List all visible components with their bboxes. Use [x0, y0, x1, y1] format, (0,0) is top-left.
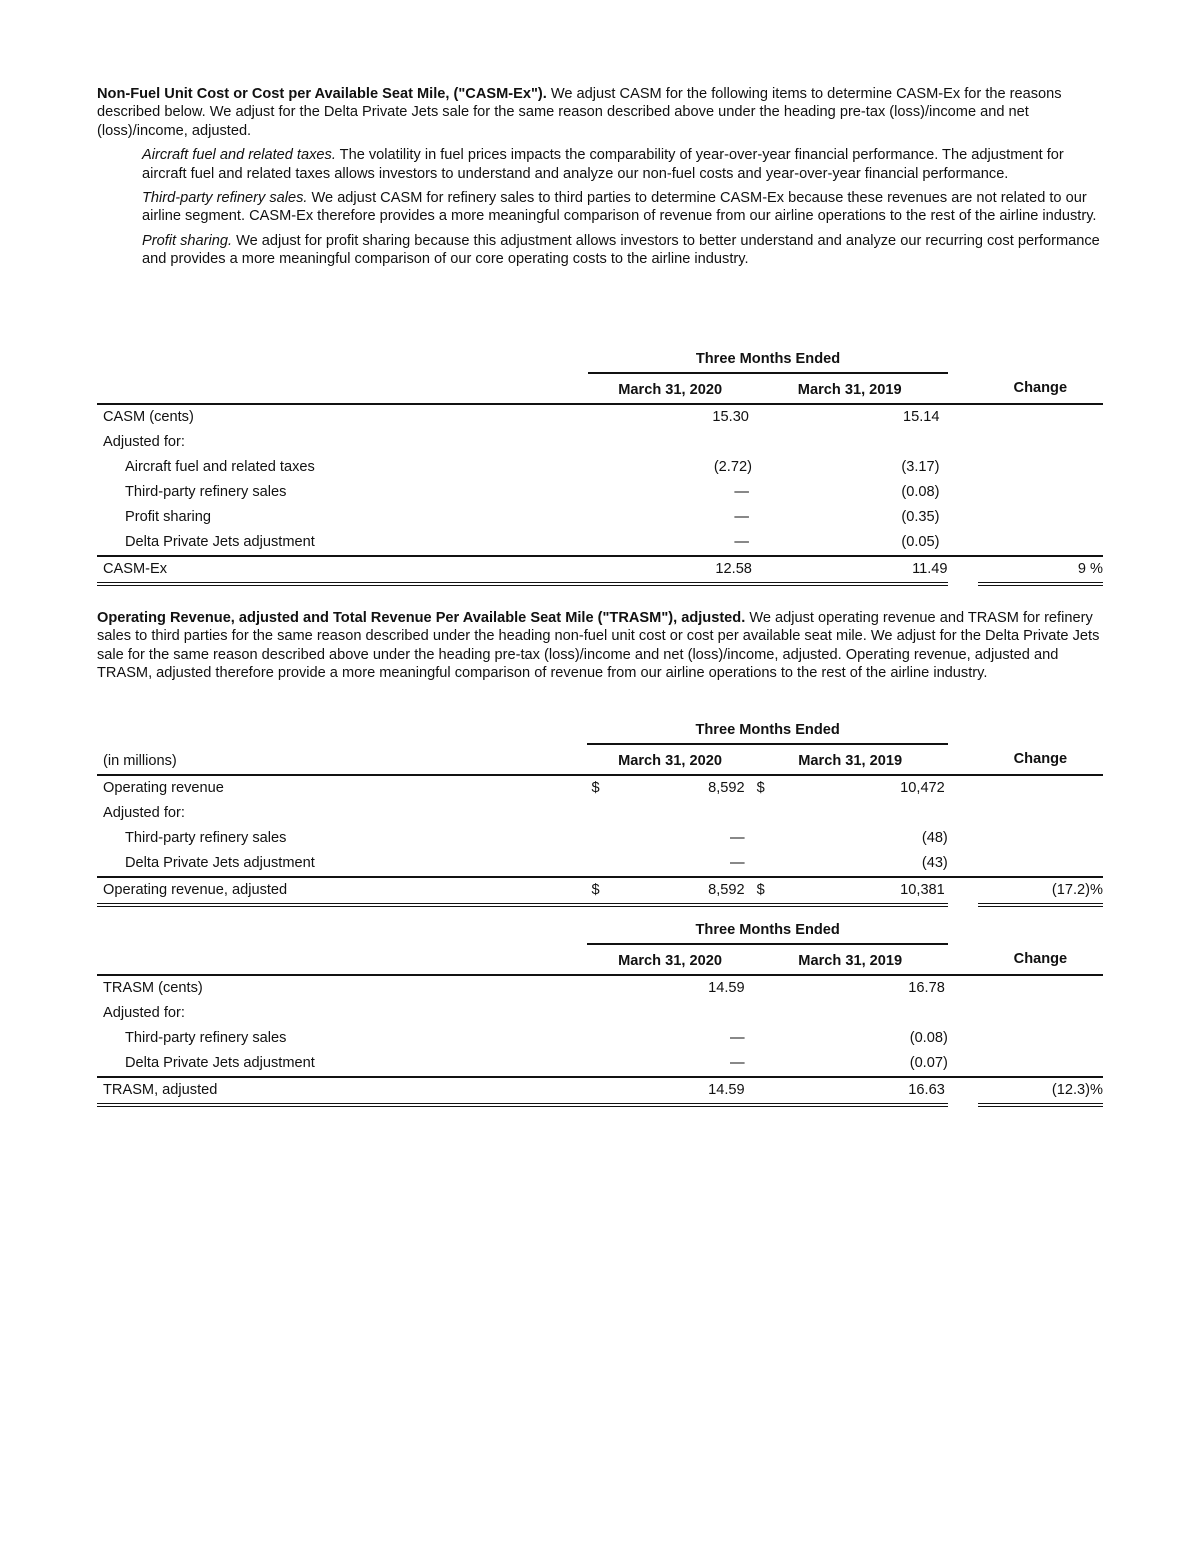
table-row [97, 404, 1103, 430]
table-row [97, 1001, 1103, 1026]
row-label: TRASM, adjusted [97, 1077, 587, 1105]
currency-symbol: $ [756, 780, 765, 796]
row-label: Adjusted for: [103, 434, 185, 450]
cell-2019: (48) [921, 830, 948, 846]
currency-symbol: $ [753, 877, 793, 905]
table-row [97, 851, 1103, 877]
casm-period-header: Three Months Ended [588, 347, 947, 373]
casm-col2-header: March 31, 2019 [752, 373, 948, 404]
table-row [97, 1051, 1103, 1077]
currency-symbol: $ [591, 780, 600, 796]
casm-change-header: Change [978, 373, 1103, 404]
table-row-total [97, 1077, 1103, 1105]
casm-item-refinery [142, 189, 1103, 226]
cell-2020: — [734, 509, 749, 525]
row-label: Delta Private Jets adjustment [125, 534, 315, 550]
casm-intro-paragraph [97, 85, 1103, 140]
row-label: Delta Private Jets adjustment [125, 855, 315, 871]
cell-2019: (0.08) [909, 1030, 948, 1046]
cell-2019: (0.08) [901, 484, 940, 500]
cell-2020: — [730, 1030, 745, 1046]
row-label: Adjusted for: [103, 805, 185, 821]
row-label: CASM-Ex [97, 556, 588, 584]
casm-intro [97, 85, 1103, 269]
revenue-col2-header: March 31, 2019 [753, 744, 948, 775]
trasm-table [97, 918, 1103, 1107]
casm-table [97, 347, 1103, 586]
table-row [97, 530, 1103, 556]
table-row [97, 505, 1103, 530]
revenue-intro-text: We adjust operating revenue and TRASM for refinery sales to third parties for the same reason described under the heading non-fuel unit cost or cost per available seat mile. We adjust for the Delta Private Jets sale for the same reason described above under the heading pre-tax (loss)/income and net (loss)/income, adjusted. Operating revenue, adjusted and TRASM, adjusted therefore provide a more meaningful comparison of revenue from our airline operations to the rest of the airline industry. [97, 610, 1100, 682]
cell-2019: (0.07) [909, 1055, 948, 1071]
row-label: Aircraft fuel and related taxes [125, 459, 315, 475]
currency-symbol: $ [587, 877, 617, 905]
cell-2020: — [730, 1055, 745, 1071]
cell-2019: (3.17) [901, 459, 940, 475]
row-label: Delta Private Jets adjustment [125, 1055, 315, 1071]
cell-2020: (2.72) [713, 459, 752, 475]
trasm-col1-header: March 31, 2020 [587, 944, 752, 975]
row-label: Operating revenue, adjusted [97, 877, 587, 905]
cell-change: 9 % [978, 556, 1103, 584]
table-row [97, 430, 1103, 455]
row-label: Third-party refinery sales [125, 484, 287, 500]
casm-item-profit [142, 232, 1103, 269]
table-row-total [97, 556, 1103, 584]
table-row [97, 975, 1103, 1001]
cell-2019: 10,472 [900, 780, 945, 796]
row-label: Profit sharing [125, 509, 211, 525]
trasm-col2-header: March 31, 2019 [753, 944, 948, 975]
casm-col1-header: March 31, 2020 [588, 373, 751, 404]
cell-2020: — [730, 830, 745, 846]
cell-2019: (43) [921, 855, 948, 871]
cell-2019: 16.78 [908, 980, 945, 996]
cell-2020: — [734, 484, 749, 500]
table-row [97, 775, 1103, 801]
row-label: CASM (cents) [103, 409, 194, 425]
cell-2020: — [734, 534, 749, 550]
table-row [97, 480, 1103, 505]
trasm-change-header: Change [978, 944, 1103, 975]
cell-2020: 8,592 [617, 877, 752, 905]
casm-item-profit-title: Profit sharing. [142, 232, 233, 249]
row-label: TRASM (cents) [103, 980, 203, 996]
cell-2020: — [730, 855, 745, 871]
revenue-heading: Operating Revenue, adjusted and Total Revenue Per Available Seat Mile ("TRASM"), adjusted. [97, 610, 746, 626]
cell-change: (17.2)% [978, 877, 1103, 905]
casm-item-fuel-title: Aircraft fuel and related taxes. [142, 147, 336, 164]
revenue-period-header: Three Months Ended [587, 718, 947, 744]
revenue-table [97, 718, 1103, 907]
row-label: Operating revenue [103, 780, 224, 796]
row-label: Third-party refinery sales [125, 830, 287, 846]
revenue-col1-header: March 31, 2020 [587, 744, 752, 775]
table-row [97, 1026, 1103, 1051]
casm-item-refinery-text: We adjust CASM for refinery sales to third parties to determine CASM-Ex because these revenues are not related to our airline segment. CASM-Ex therefore provides a more meaningful comparison of revenue from our airline operations to the rest of the airline industry. [142, 190, 1097, 225]
cell-2019: 10,381 [793, 877, 948, 905]
casm-heading: Non-Fuel Unit Cost or Cost per Available Seat Mile, ("CASM-Ex"). [97, 86, 547, 102]
casm-item-profit-text: We adjust for profit sharing because this adjustment allows investors to better understand and analyze our recurring cost performance and provides a more meaningful comparison of our core operating costs to the airline industry. [142, 232, 1100, 268]
cell-2019: 16.63 [753, 1077, 948, 1105]
cell-2020: 8,592 [708, 780, 745, 796]
units-label: (in millions) [97, 744, 587, 775]
cell-2020: 14.59 [587, 1077, 752, 1105]
casm-item-refinery-title: Third-party refinery sales. [142, 190, 308, 207]
cell-2020: 15.30 [712, 409, 749, 425]
casm-intro-text: We adjust CASM for the following items to determine CASM-Ex for the reasons described below. We adjust for the Delta Private Jets sale for the same reason described above under the heading pre-tax (loss)/income and net (loss)/income, adjusted. [97, 86, 1062, 139]
revenue-change-header: Change [978, 744, 1103, 775]
cell-2019: (0.05) [901, 534, 940, 550]
cell-change: (12.3)% [978, 1077, 1103, 1105]
cell-2020: 14.59 [708, 980, 745, 996]
cell-2019: (0.35) [901, 509, 940, 525]
cell-2019: 11.49 [752, 556, 948, 584]
table-row [97, 801, 1103, 826]
casm-item-fuel-text: The volatility in fuel prices impacts the comparability of year-over-year financial performance. The adjustment for aircraft fuel and related taxes allows investors to understand and analyze our non-fuel costs and year-over-year financial performance. [142, 147, 1064, 182]
row-label: Adjusted for: [103, 1005, 185, 1021]
casm-item-fuel [142, 146, 1103, 183]
table-row-total [97, 877, 1103, 905]
table-row [97, 826, 1103, 851]
table-row [97, 455, 1103, 480]
cell-2020: 12.58 [588, 556, 751, 584]
revenue-intro [97, 609, 1103, 683]
cell-2019: 15.14 [903, 409, 940, 425]
trasm-period-header: Three Months Ended [587, 918, 947, 944]
revenue-intro-paragraph [97, 609, 1103, 683]
row-label: Third-party refinery sales [125, 1030, 287, 1046]
